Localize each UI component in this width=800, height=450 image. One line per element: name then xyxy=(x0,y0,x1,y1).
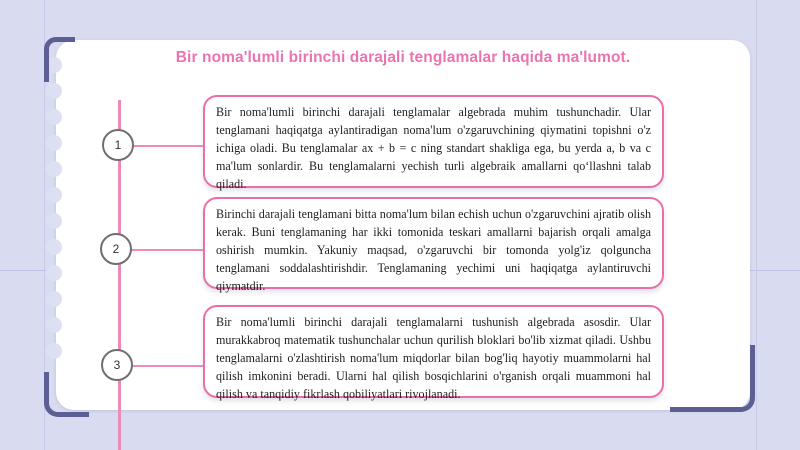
step-text-box-1 xyxy=(203,95,664,191)
binder-hole xyxy=(46,291,62,307)
corner-bracket-bottom-left xyxy=(44,372,89,417)
corner-bracket-bottom-right xyxy=(670,345,755,412)
step-text-box-3 xyxy=(203,305,664,401)
page-title: Bir noma'lumli birinchi darajali tenglamalar haqida ma'lumot. xyxy=(175,49,631,66)
binder-hole xyxy=(46,109,62,125)
binder-hole xyxy=(46,265,62,281)
background-guide-right xyxy=(756,0,757,450)
binder-hole xyxy=(46,213,62,229)
binder-hole xyxy=(46,135,62,151)
step-text-3: Bir noma'lumli birinchi darajali tenglamalarni tushunish algebrada asosdir. Ular murakkabroq matematik tushunchalar uchun qurilish bloklari bo'lib xizmat qiladi. Ushbu tenglamalarni o'zlashtirish noma'lum miqdorlar bilan bog'liq hayotiy muammolarni hal qilish imkonini beradi. Ularni hal qilish bosqichlarini o'rganish orqali muammoni hal qilish va tanqidiy fikrlash qobiliyatlari rivojlanadi. xyxy=(216,315,651,401)
step-number-2: 2 xyxy=(100,233,132,265)
step-text-2: Birinchi darajali tenglamani bitta noma'lum bilan echish uchun o'zgaruvchini ajratib olish kerak. Buni tenglamaning har ikki tomonida teskari amallarni bajarish orqali amalga oshirish mumkin. Yakuniy maqsad, o'zgaruvchi bir tomonda yolg'iz qolguncha tenglamani soddalashtirishdir. Tenglamaning yechimi uni haqiqatga aylantiruvchi qiymatdir. xyxy=(216,207,651,293)
binder-hole xyxy=(46,317,62,333)
binder-hole xyxy=(46,83,62,99)
binder-hole xyxy=(46,161,62,177)
binder-hole xyxy=(46,187,62,203)
binder-hole xyxy=(46,239,62,255)
binder-hole xyxy=(46,343,62,359)
step-number-3: 3 xyxy=(101,349,133,381)
step-number-1: 1 xyxy=(102,129,134,161)
step-text-box-2 xyxy=(203,197,664,293)
step-text-1: Bir noma'lumli birinchi darajali tenglamalar algebrada muhim tushunchadir. Ular tenglamani haqiqatga aylantiradigan noma'lum o'zgaruvchining qiymatini topishni o'z ichiga oladi. Bu tenglamalar ax + b = c ning standart shakliga ega, bu yerda a, b va c ma'lum sonlardir. Bu tenglamalarni yechish turli algebraik amallarni qo‘llashni talab qiladi. xyxy=(216,105,651,191)
